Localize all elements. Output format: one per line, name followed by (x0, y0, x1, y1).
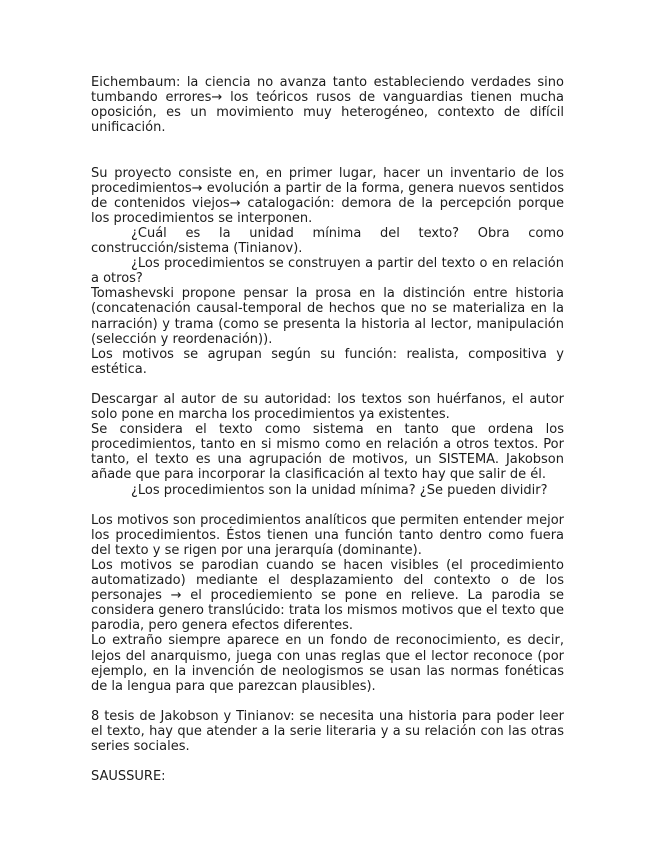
paragraph-eichembaum: Eichembaum: la ciencia no avanza tanto estableciendo verdades sino tumbando errores→ los teóricos rusos de vanguardias tienen mucha oposición, es un movimiento muy heterogéneo, contexto de difícil unificación. (91, 75, 564, 136)
paragraph-motivos-analiticos: Los motivos son procedimientos analíticos que permiten entender mejor los procedimientos. Éstos tienen una función tanto dentro como fuera del texto y se rigen por una jerarquía (dominante). (91, 512, 564, 558)
question-unidad-minima: ¿Cuál es la unidad mínima del texto? Obra como construcción/sistema (Tinianov). (91, 225, 564, 257)
paragraph-extrano: Lo extraño siempre aparece en un fondo de reconocimiento, es decir, lejos del anarquismo, juega con unas reglas que el lector reconoce (por ejemplo, en la invención de neologismos se usan las normas fonéticas de la lengua para que parezcan plausibles). (91, 633, 564, 694)
blank-line (91, 135, 564, 150)
paragraph-sistema: Se considera el texto como sistema en tanto que ordena los procedimientos, tanto en si mismo como en relación a otros textos. Por tanto, el texto es una agrupación de motivos, un SISTEMA. Jakobson añade que para incorporar la clasificación al texto hay que salir de él. (91, 422, 564, 483)
paragraph-motivos-funcion: Los motivos se agrupan según su función: realista, compositiva y estética. (91, 346, 564, 377)
paragraph-parodia: Los motivos se parodian cuando se hacen visibles (el procedimiento automatizado) mediante el desplazamiento del contexto o de los personajes → el procediemiento se pone en relieve. La parodia se considera genero translúcido: trata los mismos motivos que el texto que parodia, pero genera efectos diferentes. (91, 558, 564, 634)
paragraph-autor: Descargar al autor de su autoridad: los textos son huérfanos, el autor solo pone en marcha los procedimientos ya existentes. (91, 391, 564, 423)
question-procedimientos: ¿Los procedimientos se construyen a partir del texto o en relación a otros? (91, 256, 564, 287)
paragraph-proyecto: Su proyecto consiste en, en primer lugar, hacer un inventario de los procedimientos→ evolución a partir de la forma, genera nuevos sentidos de contenidos viejos→ catalogación: demora de la percepción porque los procedimientos se interponen. (91, 165, 564, 226)
document-body (91, 75, 564, 784)
blank-line (91, 150, 564, 165)
question-unidad-procedimientos: ¿Los procedimientos son la unidad mínima? ¿Se pueden dividir? (131, 482, 548, 498)
blank-line (91, 754, 564, 769)
blank-line (91, 694, 564, 709)
paragraph-tesis: 8 tesis de Jakobson y Tinianov: se necesita una historia para poder leer el texto, hay que atender a la serie literaria y a su relación con las otras series sociales. (91, 708, 564, 755)
blank-line (91, 498, 564, 513)
blank-line (91, 377, 564, 392)
heading-saussure: SAUSSURE: (91, 769, 166, 785)
paragraph-tomashevski: Tomashevski propone pensar la prosa en la distinción entre historia (concatenación causal-temporal de hechos que no se materializa en la narración) y trama (como se presenta la historia al lector, manipulación (selección y reordenación)). (91, 286, 564, 347)
